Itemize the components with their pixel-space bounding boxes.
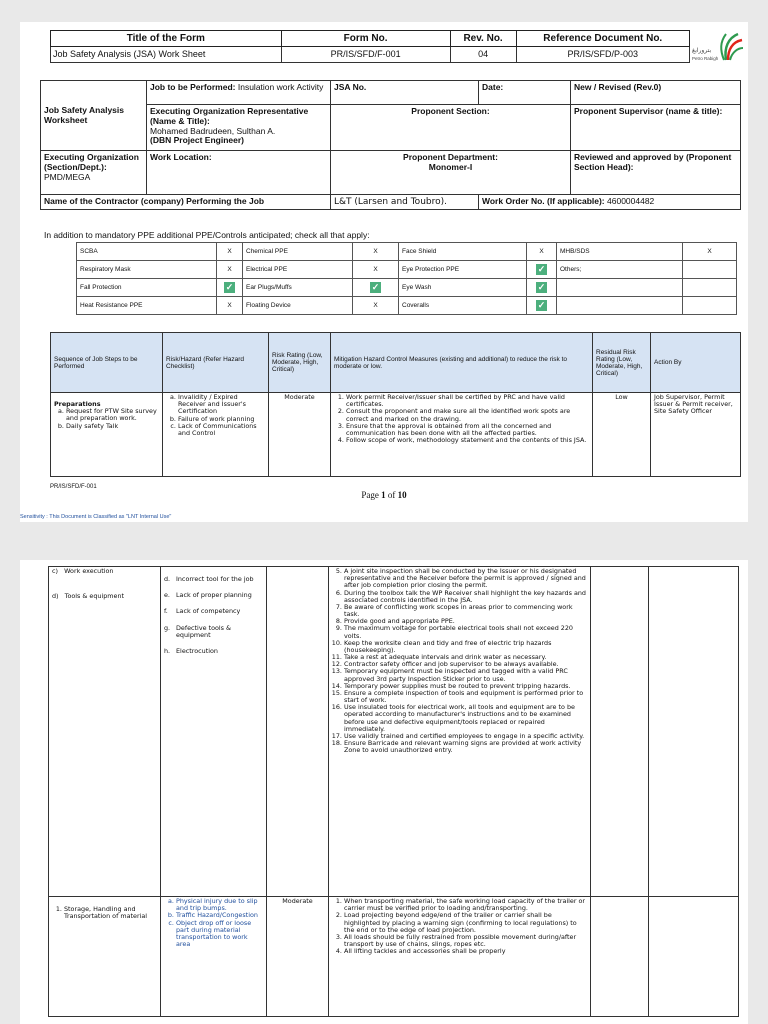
ppe-checkbox[interactable]: X <box>527 243 557 261</box>
list-item: f. Lack of competency <box>164 607 241 616</box>
risk-rating-empty <box>267 567 329 897</box>
list-item: 4. All lifting tackles and accessories shall be properly <box>344 948 587 955</box>
jsa-steps-table <box>50 332 741 477</box>
list-item: c. Object drop off or loose part during material transportation to work area <box>176 920 263 949</box>
ppe-checkbox[interactable]: X <box>217 261 243 279</box>
list-item: a. Request for PTW Site survey and preparation work. <box>66 408 159 422</box>
list-item: g. Defective tools & equipment <box>164 623 232 639</box>
petro-rabigh-logo <box>690 30 744 66</box>
job-info-table <box>40 80 741 210</box>
executing-organization: Executing Organization (Section/Dept.): PMD/MEGA <box>41 151 147 195</box>
ppe-row <box>77 297 737 315</box>
checkmark-icon: ✓ <box>225 282 234 292</box>
jsa-steps-table-continued <box>48 566 739 1017</box>
ppe-item-label <box>557 279 683 297</box>
risk-rating-value: Moderate <box>267 897 329 1017</box>
checkmark-icon: ✓ <box>371 282 380 292</box>
col-residual-risk: Residual Risk Rating (Low, Moderate, High, Critical) <box>593 333 651 393</box>
list-item: 15. Ensure a complete inspection of tools and equipment is performed prior to start of work. <box>344 690 587 704</box>
header-title-col: Title of the Form <box>51 31 282 47</box>
form-title: Job Safety Analysis (JSA) Work Sheet <box>51 47 282 63</box>
list-item: b. Traffic Hazard/Congestion <box>176 912 263 919</box>
action-by-empty <box>649 897 739 1017</box>
document-page-2 <box>20 560 748 1024</box>
ppe-checkbox[interactable]: X <box>353 261 399 279</box>
worksheet-label: Job Safety Analysis Worksheet <box>41 81 147 151</box>
step-work-execution <box>49 567 161 897</box>
header-formno-col: Form No. <box>281 31 450 47</box>
date-field: Date: <box>479 81 571 105</box>
list-item: a. Physical injury due to slip and trip bumps. <box>176 898 263 912</box>
ppe-item-label: Heat Resistance PPE <box>77 297 217 315</box>
risk-rating-value: Moderate <box>269 393 331 477</box>
ppe-checkbox[interactable]: X <box>353 243 399 261</box>
ppe-checkbox[interactable] <box>683 261 737 279</box>
proponent-supervisor-field: Proponent Supervisor (name & title): <box>571 105 741 151</box>
job-to-be-performed: Job to be Performed: Insulation work Activity <box>147 81 331 105</box>
ppe-item-label: Face Shield <box>399 243 527 261</box>
ppe-checkbox[interactable]: X <box>217 243 243 261</box>
action-by-value: Job Supervisor, Permit Issuer & Permit receiver, Site Safety Officer <box>651 393 741 477</box>
hazards-cell <box>163 393 269 477</box>
ppe-item-label: Fall Protection <box>77 279 217 297</box>
work-order-value: 4600004482 <box>607 196 655 206</box>
ppe-item-label: Eye Protection PPE <box>399 261 527 279</box>
ppe-item-label: MHB/SDS <box>557 243 683 261</box>
ppe-item-label: Chemical PPE <box>243 243 353 261</box>
step-c: c) Work execution <box>52 567 114 575</box>
sensitivity-label: Sensitivity : This Document is Classified as "LNT Internal Use" <box>20 514 172 520</box>
ppe-checkbox-checked[interactable] <box>353 279 399 297</box>
list-item: b. Failure of work planning <box>178 416 265 423</box>
mitigation-cell <box>329 567 591 897</box>
ppe-checklist-table <box>76 242 737 315</box>
hazards-cell <box>161 897 267 1017</box>
list-item: 11. Take a rest at adequate intervals and drink water as necessary. <box>344 654 587 661</box>
ppe-instructions: In addition to mandatory PPE additional PPE/Controls anticipated; check all that apply: <box>44 230 370 240</box>
col-risk-hazard: Risk/Hazard (Refer Hazard Checklist) <box>163 333 269 393</box>
ppe-checkbox-checked[interactable] <box>217 279 243 297</box>
svg-text:بترورابغ: بترورابغ <box>692 47 712 54</box>
job-value: Insulation work Activity <box>237 82 324 92</box>
jsa-no-field: JSA No. <box>331 81 479 105</box>
list-item: 2. Consult the proponent and make sure all the identified work spots are correct and marked on the drawing. <box>346 408 589 422</box>
proponent-section-field: Proponent Section: <box>331 105 571 151</box>
checkmark-icon: ✓ <box>537 264 546 274</box>
residual-risk-value: Low <box>593 393 651 477</box>
ppe-checkbox[interactable]: X <box>683 243 737 261</box>
executing-org-value: PMD/MEGA <box>44 171 91 182</box>
step-storage-handling <box>49 897 161 1017</box>
ppe-checkbox[interactable] <box>683 279 737 297</box>
checkmark-icon: ✓ <box>537 282 546 292</box>
header-rev-col: Rev. No. <box>450 31 516 47</box>
ppe-checkbox-checked[interactable] <box>527 297 557 315</box>
svg-text:Petro Rabigh: Petro Rabigh <box>692 56 719 61</box>
step-preparations: Preparations a. Request for PTW Site survey and preparation work. b. Daily safety Talk <box>51 393 163 477</box>
ppe-row <box>77 261 737 279</box>
proponent-department-value: Monomer-I <box>428 161 473 172</box>
list-item: 13. Temporary equipment must be inspected and tagged with a valid PRC approved 3rd party Inspection Sticker prior to use. <box>344 668 587 682</box>
list-item: 17. Use validly trained and certified employees to engage in a specific activity. <box>344 733 587 740</box>
ppe-item-label: Electrical PPE <box>243 261 353 279</box>
checkmark-icon: ✓ <box>537 300 546 310</box>
ppe-checkbox-checked[interactable] <box>527 279 557 297</box>
ppe-row <box>77 279 737 297</box>
list-item: 3. All loads should be fully restrained from possible movement during/after transport by use of chains, slings, ropes etc. <box>344 934 587 948</box>
list-item: e. Lack of proper planning <box>164 591 252 600</box>
col-action-by: Action By <box>651 333 741 393</box>
proponent-department-field: Proponent Department: Monomer-I <box>331 151 571 195</box>
mitigation-cell <box>329 897 591 1017</box>
rev-number: 04 <box>450 47 516 63</box>
residual-risk-empty <box>591 897 649 1017</box>
work-order-field: Work Order No. (If applicable): 4600004482 <box>479 195 741 210</box>
list-item: 7. Be aware of conflicting work scopes in areas prior to commencing work task. <box>344 604 587 618</box>
step-d: d) Tools & equipment <box>52 592 125 601</box>
list-item: 1. Storage, Handling and Transportation of material <box>64 906 157 920</box>
ppe-checkbox[interactable]: X <box>353 297 399 315</box>
col-mitigation: Mitigation Hazard Control Measures (existing and additional) to reduce the risk to moderate or low. <box>331 333 593 393</box>
list-item: a. Invalidity / Expired Receiver and Issuer's Certification <box>178 394 265 416</box>
list-item: 1. When transporting material, the safe working load capacity of the trailer or carrier must be verified prior to loading and/transporting. <box>344 898 587 912</box>
list-item: 16. Use insulated tools for electrical work, all tools and equipment are to be operated according to manufacturer's instructions and to be examined before use and defective equipment/tools replaced or repaired immediately. <box>344 704 587 733</box>
reference-document: PR/IS/SFD/P-003 <box>516 47 689 63</box>
form-header-table <box>50 30 690 63</box>
work-location-field: Work Location: <box>147 151 331 195</box>
ppe-item-label: Ear Plugs/Muffs <box>243 279 353 297</box>
ppe-item-label: Others; <box>557 261 683 279</box>
ppe-item-label: SCBA <box>77 243 217 261</box>
preparation-steps <box>54 408 159 430</box>
ppe-item-label: Eye Wash <box>399 279 527 297</box>
representative-name: Mohamed Badrudeen, Sulthan A. <box>150 125 276 136</box>
action-by-empty <box>649 567 739 897</box>
page-number: Page 1 of 10 <box>361 490 407 500</box>
list-item: 5. A joint site inspection shall be conducted by the Issuer or his designated representative and the Receiver before the permit is approved / signed and after job completion prior closing the permit. <box>344 568 587 590</box>
hazards-cell <box>161 567 267 897</box>
list-item: 10. Keep the worksite clean and tidy and free of electric trip hazards (housekeeping). <box>344 640 587 654</box>
new-revised-field: New / Revised (Rev.0) <box>571 81 741 105</box>
list-item: 2. Load projecting beyond edge/end of the trailer or carrier shall be highlighted by placing a warning sign (confirming to local regulations) to the end or to the edge of load projection. <box>344 912 587 934</box>
ppe-item-label: Respiratory Mask <box>77 261 217 279</box>
list-item: 9. The maximum voltage for portable electrical tools shall not exceed 220 volts. <box>344 625 587 639</box>
list-item: 6. During the toolbox talk the WP Receiver shall highlight the key hazards and associated controls identified in the JSA. <box>344 590 587 604</box>
mitigation-cell <box>331 393 593 477</box>
contractor-label: Name of the Contractor (company) Performing the Job <box>41 195 331 210</box>
representative-title: (DBN Project Engineer) <box>150 135 244 146</box>
list-item: 4. Follow scope of work, methodology statement and the contents of this JSA. <box>346 437 589 444</box>
list-item: 18. Ensure Barricade and relevant warning signs are provided at work activity Zone to avoid unauthorized entry. <box>344 740 587 754</box>
list-item: 8. Provide good and appropriate PPE. <box>344 618 587 625</box>
ppe-item-label: Coveralls <box>399 297 527 315</box>
executing-representative: Executing Organization Representative (Name & Title): Mohamed Badrudeen, Sulthan A. (DBN Project Engineer) <box>147 105 331 151</box>
ppe-row <box>77 243 737 261</box>
col-sequence: Sequence of Job Steps to be Performed <box>51 333 163 393</box>
list-item: 3. Ensure that the approval is obtained from all the concerned and communication has been done with all the affected parties. <box>346 423 589 437</box>
list-item: d. Incorrect tool for the job <box>164 575 254 583</box>
form-number: PR/IS/SFD/F-001 <box>281 47 450 63</box>
ppe-item-label <box>557 297 683 315</box>
ppe-checkbox[interactable] <box>683 297 737 315</box>
list-item: h. Electrocution <box>164 646 218 655</box>
ppe-checkbox[interactable]: X <box>217 297 243 315</box>
list-item: 14. Temporary power supplies must be routed to prevent tripping hazards. <box>344 683 587 690</box>
list-item: 12. Contractor safety officer and job supervisor to be always available. <box>344 661 587 668</box>
reviewed-approved-field: Reviewed and approved by (Proponent Section Head): <box>571 151 741 195</box>
ppe-item-label: Floating Device <box>243 297 353 315</box>
header-ref-col: Reference Document No. <box>516 31 689 47</box>
ppe-checkbox-checked[interactable] <box>527 261 557 279</box>
footer-form-code: PR/IS/SFD/F-001 <box>50 484 97 490</box>
list-item: c. Lack of Communications and Control <box>178 423 265 437</box>
contractor-value: L&T (Larsen and Toubro). <box>331 195 479 210</box>
list-item: 1. Work permit Receiver/Issuer shall be certified by PRC and have valid certificates. <box>346 394 589 408</box>
list-item: b. Daily safety Talk <box>66 423 159 430</box>
col-risk-rating: Risk Rating (Low, Moderate, High, Critical) <box>269 333 331 393</box>
residual-risk-empty <box>591 567 649 897</box>
document-page-1 <box>20 22 748 522</box>
